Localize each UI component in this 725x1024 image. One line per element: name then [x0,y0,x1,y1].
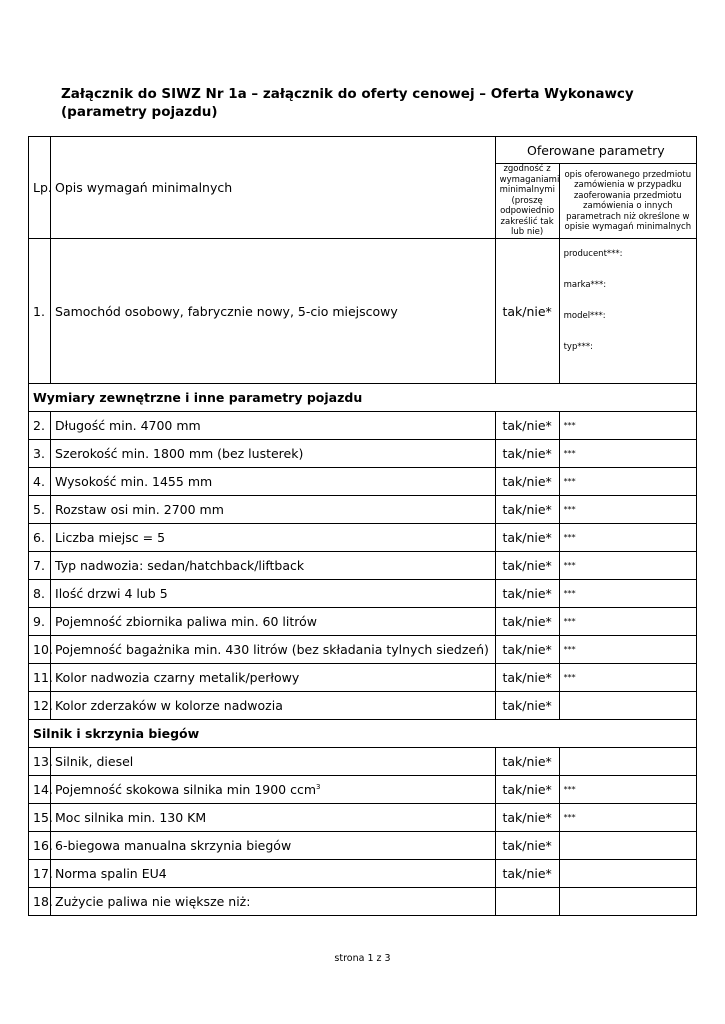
row-desc-text: Ilość drzwi 4 lub 5 [55,586,168,601]
row-lp: 10. [29,636,51,664]
table-row [29,552,697,580]
row-opis[interactable] [559,692,696,720]
row-lp: 7. [29,552,51,580]
row-desc-text: 6-biegowa manualna skrzynia biegów [55,838,292,853]
marka-field: marka***: [563,280,607,290]
row-zgodnosc[interactable]: tak/nie* [495,664,559,692]
row-desc [51,580,496,608]
row-desc [51,608,496,636]
row-desc-text: Kolor zderzaków w kolorze nadwozia [55,698,283,713]
table-row [29,860,697,888]
vehicle-fields[interactable] [559,239,696,384]
row-desc-text: Liczba miejsc = 5 [55,530,166,545]
header-desc: Opis wymagań minimalnych [51,137,496,239]
title-line-2: (parametry pojazdu) [61,104,218,120]
header-zgodnosc: zgodność z wymaganiami minimalnymi (proszę odpowiednio zakreślić tak lub nie) [495,164,559,239]
row-zgodnosc[interactable]: tak/nie* [495,412,559,440]
row-lp: 13. [29,748,51,776]
row-zgodnosc[interactable]: tak/nie* [495,692,559,720]
row-opis[interactable] [559,832,696,860]
row-lp: 2. [29,412,51,440]
table-row [29,412,697,440]
row-desc-text: Moc silnika min. 130 KM [55,810,207,825]
row-desc [51,692,496,720]
row-opis[interactable]: *** [559,664,696,692]
row-desc: Samochód osobowy, fabrycznie nowy, 5-cio miejscowy [51,239,496,384]
row-lp: 11. [29,664,51,692]
title-line-1: Załącznik do SIWZ Nr 1a – załącznik do oferty cenowej – Oferta Wykonawcy [61,86,634,102]
typ-field: typ***: [563,342,593,352]
row-zgodnosc[interactable]: tak/nie* [495,832,559,860]
row-zgodnosc[interactable]: tak/nie* [495,748,559,776]
table-row-1 [29,239,697,384]
row-desc-text: Pojemność skokowa silnika min 1900 ccm [55,782,317,797]
section-row [29,384,697,412]
header-opis: opis oferowanego przedmiotu zamówienia w przypadku zaoferowania przedmiotu zamówienia o innych parametrach niż określone w opisie wymagań minimalnych [559,164,696,239]
row-lp: 18. [29,888,51,916]
row-opis[interactable]: *** [559,608,696,636]
row-zgodnosc[interactable]: tak/nie* [495,440,559,468]
row-desc [51,524,496,552]
row-opis[interactable]: *** [559,636,696,664]
row-desc [51,412,496,440]
row-lp: 8. [29,580,51,608]
row-opis[interactable]: *** [559,468,696,496]
table-row [29,692,697,720]
page-footer: strona 1 z 3 [334,953,391,964]
row-lp: 12. [29,692,51,720]
row-desc [51,664,496,692]
row-zgodnosc[interactable]: tak/nie* [495,524,559,552]
table-row [29,748,697,776]
row-desc [51,636,496,664]
row-zgodnosc[interactable] [495,888,559,916]
table-row [29,636,697,664]
row-opis[interactable]: *** [559,776,696,804]
row-opis[interactable]: *** [559,552,696,580]
row-desc-text: Silnik, diesel [55,754,134,769]
section-row [29,720,697,748]
document-title [61,85,681,121]
row-desc [51,804,496,832]
table-row [29,664,697,692]
table-row [29,888,697,916]
parameters-table [28,136,697,916]
row-zgodnosc[interactable]: tak/nie* [495,496,559,524]
row-desc [51,468,496,496]
row-desc-text: Rozstaw osi min. 2700 mm [55,502,224,517]
row-desc [51,888,496,916]
row-desc-text: Norma spalin EU4 [55,866,167,881]
model-field: model***: [563,311,606,321]
row-opis[interactable]: *** [559,580,696,608]
row-opis[interactable]: *** [559,524,696,552]
row-desc [51,552,496,580]
row-lp: 17. [29,860,51,888]
row-desc-superscript: 3 [316,782,321,791]
row-zgodnosc[interactable]: tak/nie* [495,552,559,580]
row-desc [51,860,496,888]
row-desc [51,440,496,468]
row-zgodnosc[interactable]: tak/nie* [495,776,559,804]
row-desc-text: Długość min. 4700 mm [55,418,201,433]
row-lp: 16. [29,832,51,860]
row-lp: 5. [29,496,51,524]
row-desc-text: Zużycie paliwa nie większe niż: [55,894,251,909]
table-row [29,804,697,832]
row-zgodnosc[interactable]: tak/nie* [495,468,559,496]
row-opis[interactable]: *** [559,496,696,524]
row-lp: 9. [29,608,51,636]
row-desc [51,832,496,860]
row-lp: 4. [29,468,51,496]
row-zgodnosc[interactable]: tak/nie* [495,860,559,888]
row-lp: 6. [29,524,51,552]
row-opis[interactable]: *** [559,440,696,468]
row-desc-text: Kolor nadwozia czarny metalik/perłowy [55,670,300,685]
table-row [29,608,697,636]
row-desc-text: Szerokość min. 1800 mm (bez lusterek) [55,446,304,461]
row-desc [51,748,496,776]
row-opis[interactable] [559,888,696,916]
table-row [29,496,697,524]
table-row [29,440,697,468]
table-row [29,524,697,552]
row-desc-text: Typ nadwozia: sedan/hatchback/liftback [55,558,305,573]
row-desc [51,496,496,524]
producent-field: producent***: [563,249,623,259]
row-zgodnosc[interactable]: tak/nie* [495,239,559,384]
row-opis[interactable] [559,748,696,776]
row-zgodnosc[interactable]: tak/nie* [495,580,559,608]
table-row [29,468,697,496]
row-opis[interactable] [559,860,696,888]
row-zgodnosc[interactable]: tak/nie* [495,636,559,664]
header-offered: Oferowane parametry [495,137,696,164]
row-lp: 15. [29,804,51,832]
section-heading-engine: Silnik i skrzynia biegów [29,720,697,748]
row-lp: 14. [29,776,51,804]
row-opis[interactable]: *** [559,412,696,440]
row-lp: 3. [29,440,51,468]
row-zgodnosc[interactable]: tak/nie* [495,804,559,832]
row-opis[interactable]: *** [559,804,696,832]
row-lp: 1. [29,239,51,384]
header-lp: Lp. [29,137,51,239]
table-row [29,776,697,804]
row-desc-text: Wysokość min. 1455 mm [55,474,213,489]
row-zgodnosc[interactable]: tak/nie* [495,608,559,636]
row-desc [51,776,496,804]
header-row-1 [29,137,697,164]
table-row [29,832,697,860]
row-desc-text: Pojemność zbiornika paliwa min. 60 litrów [55,614,317,629]
section-heading-dimensions: Wymiary zewnętrzne i inne parametry pojazdu [29,384,697,412]
table-row [29,580,697,608]
row-desc-text: Pojemność bagażnika min. 430 litrów (bez składania tylnych siedzeń) [55,642,489,657]
